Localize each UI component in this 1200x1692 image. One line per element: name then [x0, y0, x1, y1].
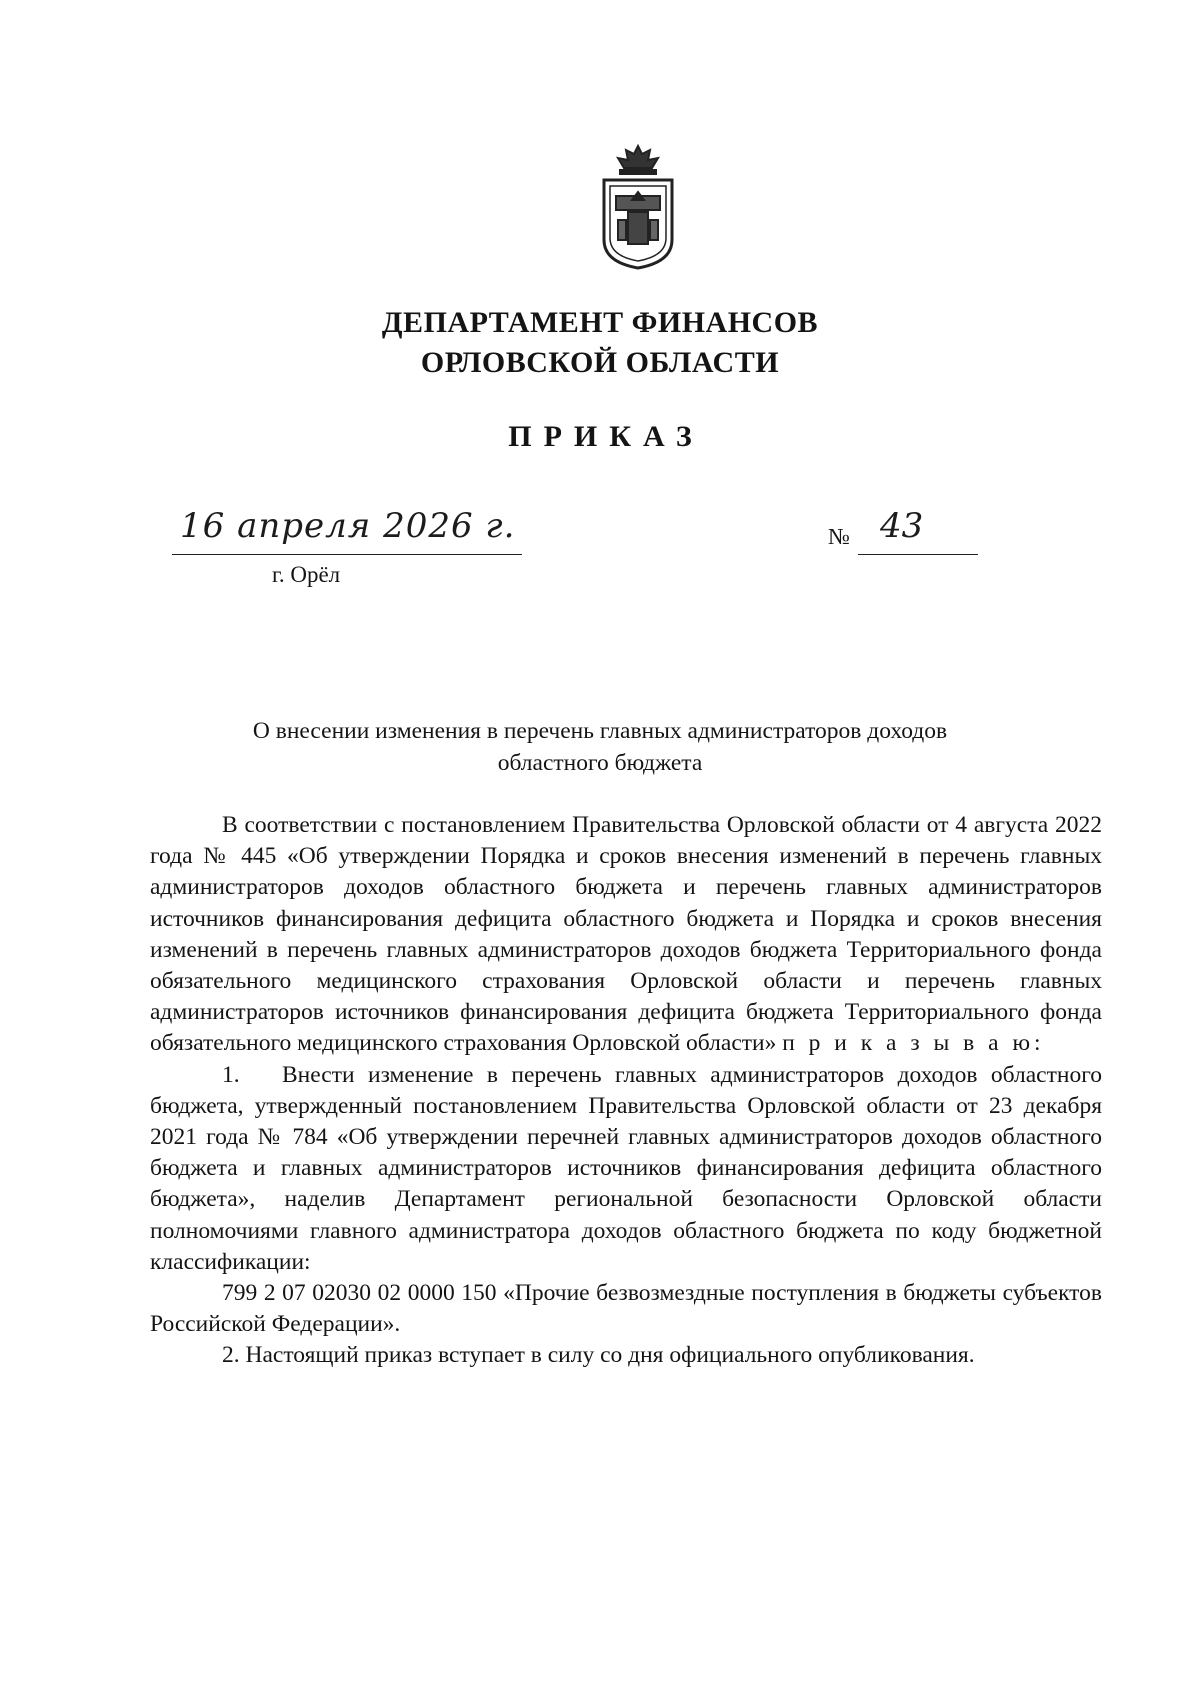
document-body	[150, 810, 1102, 1372]
preamble-verb: п р и к а з ы в а ю:	[782, 1030, 1045, 1057]
document-type: ПРИКАЗ	[508, 420, 704, 453]
preamble-text: В соответствии с постановлением Правительства Орловской области от 4 августа 2022 года № 445 «Об утверждении Порядка и сроков внесения изменений в перечень главных администраторов доходов областного бюджета и перечень главных администраторов источников финансирования дефицита областного бюджета и Порядка и сроков внесения изменений в перечень главных администраторов доходов бюджета Территориального фонда обязательного медицинского страхования Орловской области и перечень главных администраторов источников финансирования дефицита бюджета Территориального фонда обязательного медицинского страхования Орловской области»	[150, 812, 1102, 1057]
document-title-line1: О внесении изменения в перечень главных администраторов доходов	[252, 718, 948, 744]
preamble-paragraph	[150, 810, 1102, 1060]
number-label: №	[828, 524, 850, 549]
department-name-line1: ДЕПАРТАМЕНТ ФИНАНСОВ	[381, 306, 819, 339]
document-title-line2: областного бюджета	[497, 750, 703, 776]
department-name-line2: ОРЛОВСКОЙ ОБЛАСТИ	[420, 346, 780, 379]
handwritten-date: 16 апреля 2026 г.	[180, 506, 516, 546]
item-1-number: 1.	[222, 1061, 240, 1088]
item-2-paragraph: 2. Настоящий приказ вступает в силу со дня официального опубликования.	[222, 1342, 975, 1369]
budget-code-paragraph: 799 2 07 02030 02 0000 150 «Прочие безвозмездные поступления в бюджеты субъектов Российской Федерации».	[150, 1280, 1102, 1338]
item-1-paragraph	[150, 1060, 1102, 1278]
date-underline	[172, 554, 522, 555]
handwritten-number: 43	[880, 506, 924, 546]
city-label: г. Орёл	[272, 562, 341, 587]
number-underline	[858, 554, 978, 555]
item-1-text: Внести изменение в перечень главных администраторов доходов областного бюджета, утвержденный постановлением Правительства Орловской области от 23 декабря 2021 года № 784 «Об утверждении перечней главных администраторов доходов областного бюджета и главных администраторов источников финансирования дефицита областного бюджета», наделив Департамент региональной безопасности Орловской области полномочиями главного администратора доходов областного бюджета по коду бюджетной классификации:	[150, 1061, 1102, 1275]
coat-of-arms-emblem	[590, 140, 686, 272]
